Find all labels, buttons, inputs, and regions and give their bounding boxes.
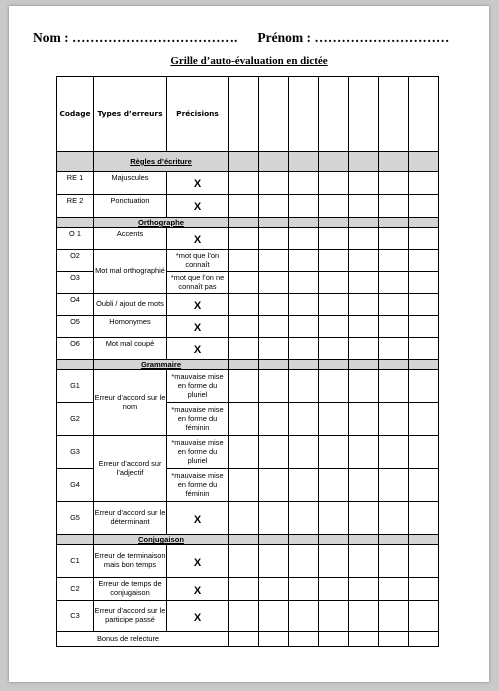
error-code: C3	[57, 601, 94, 632]
score-cell[interactable]	[259, 502, 289, 535]
precision-cell	[167, 195, 229, 218]
score-cell[interactable]	[229, 436, 259, 469]
error-code: O3	[57, 272, 94, 294]
score-cell[interactable]	[349, 294, 379, 316]
score-cell[interactable]	[379, 228, 409, 250]
blank-cell[interactable]	[379, 77, 409, 152]
score-cell[interactable]	[349, 403, 379, 436]
score-cell[interactable]	[349, 601, 379, 632]
score-cell[interactable]	[289, 436, 319, 469]
table-row	[57, 338, 439, 360]
bonus-label: Bonus de relecture	[57, 632, 229, 647]
table-row	[57, 578, 439, 601]
error-type: Majuscules	[94, 172, 167, 195]
prenom-dots: …………………………	[314, 30, 450, 45]
precision-cell	[167, 338, 229, 360]
error-type: Mot mal orthographié	[94, 250, 167, 294]
table-row	[57, 294, 439, 316]
precision-cell	[167, 228, 229, 250]
section-row	[57, 152, 439, 172]
score-cell[interactable]	[379, 316, 409, 338]
section-row	[57, 360, 439, 370]
section-title: Conjugaison	[94, 535, 229, 545]
section-title: Orthographe	[94, 218, 229, 228]
score-cell[interactable]	[259, 272, 289, 294]
error-code: O5	[57, 316, 94, 338]
score-cell[interactable]	[349, 436, 379, 469]
score-cell[interactable]	[349, 195, 379, 218]
score-cell[interactable]	[409, 338, 439, 360]
score-cell[interactable]	[409, 370, 439, 403]
score-cell[interactable]	[259, 601, 289, 632]
column-header-types: Types d’erreurs	[94, 77, 167, 152]
score-cell[interactable]	[379, 294, 409, 316]
score-cell[interactable]	[409, 294, 439, 316]
score-cell[interactable]	[409, 578, 439, 601]
score-cell[interactable]	[289, 338, 319, 360]
error-code: RE 2	[57, 195, 94, 218]
score-cell[interactable]	[259, 228, 289, 250]
score-cell[interactable]	[259, 250, 289, 272]
score-cell[interactable]	[289, 172, 319, 195]
score-cell[interactable]	[289, 632, 319, 647]
score-cell[interactable]	[319, 370, 349, 403]
score-cell[interactable]	[319, 502, 349, 535]
error-code: G1	[57, 370, 94, 403]
table-row	[57, 250, 439, 272]
x-mark: X	[193, 178, 202, 191]
score-cell[interactable]	[409, 545, 439, 578]
evaluation-grid	[56, 76, 439, 647]
score-cell[interactable]	[289, 502, 319, 535]
score-cell[interactable]	[289, 370, 319, 403]
error-code: G2	[57, 403, 94, 436]
score-cell[interactable]	[379, 195, 409, 218]
score-cell[interactable]	[319, 436, 349, 469]
score-cell[interactable]	[409, 250, 439, 272]
error-type: Erreur d’accord sur le déterminant	[94, 502, 167, 535]
score-cell[interactable]	[379, 502, 409, 535]
section-row	[57, 535, 439, 545]
precision-cell	[167, 294, 229, 316]
header-row	[57, 77, 439, 152]
score-cell[interactable]	[229, 601, 259, 632]
table-row	[57, 228, 439, 250]
blank-cell[interactable]	[229, 77, 259, 152]
score-cell[interactable]	[349, 338, 379, 360]
score-cell[interactable]	[289, 272, 319, 294]
score-cell[interactable]	[289, 294, 319, 316]
score-cell[interactable]	[319, 403, 349, 436]
score-cell[interactable]	[379, 370, 409, 403]
error-type: Mot mal coupé	[94, 338, 167, 360]
precision-cell: *mauvaise mise en forme du pluriel	[167, 436, 229, 469]
error-type: Erreur d’accord sur le participe passé	[94, 601, 167, 632]
score-cell[interactable]	[289, 316, 319, 338]
score-cell[interactable]	[349, 172, 379, 195]
x-mark: X	[193, 201, 202, 214]
score-cell[interactable]	[229, 632, 259, 647]
score-cell[interactable]	[259, 338, 289, 360]
score-cell[interactable]	[259, 632, 289, 647]
score-cell[interactable]	[229, 195, 259, 218]
score-cell[interactable]	[349, 632, 379, 647]
score-cell[interactable]	[349, 469, 379, 502]
score-cell[interactable]	[259, 545, 289, 578]
score-cell[interactable]	[229, 502, 259, 535]
score-cell[interactable]	[229, 294, 259, 316]
score-cell[interactable]	[349, 578, 379, 601]
table-row	[57, 195, 439, 218]
table-row	[57, 172, 439, 195]
precision-cell: *mot que l’on ne connaît pas	[167, 272, 229, 294]
x-mark: X	[193, 300, 202, 313]
score-cell[interactable]	[259, 370, 289, 403]
score-cell[interactable]	[229, 578, 259, 601]
score-cell[interactable]	[259, 436, 289, 469]
error-type: Erreur d’accord sur l’adjectif	[94, 436, 167, 502]
error-type: Homonymes	[94, 316, 167, 338]
error-type: Erreur de temps de conjugaison	[94, 578, 167, 601]
precision-cell	[167, 601, 229, 632]
score-cell[interactable]	[319, 632, 349, 647]
score-cell[interactable]	[409, 316, 439, 338]
score-cell[interactable]	[259, 172, 289, 195]
section-title: Grammaire	[94, 360, 229, 370]
score-cell[interactable]	[229, 545, 259, 578]
blank-cell[interactable]	[289, 77, 319, 152]
score-cell[interactable]	[349, 502, 379, 535]
score-cell[interactable]	[379, 632, 409, 647]
error-code: G4	[57, 469, 94, 502]
score-cell[interactable]	[319, 545, 349, 578]
precision-cell: *mot que l’on connaît	[167, 250, 229, 272]
error-code: C2	[57, 578, 94, 601]
score-cell[interactable]	[319, 469, 349, 502]
score-cell[interactable]	[319, 250, 349, 272]
bonus-row	[57, 632, 439, 647]
score-cell[interactable]	[409, 172, 439, 195]
score-cell[interactable]	[319, 172, 349, 195]
score-cell[interactable]	[259, 316, 289, 338]
score-cell[interactable]	[349, 545, 379, 578]
prenom-label: Prénom :	[257, 30, 315, 45]
score-cell[interactable]	[259, 469, 289, 502]
score-cell[interactable]	[289, 469, 319, 502]
score-cell[interactable]	[259, 294, 289, 316]
blank-cell[interactable]	[409, 77, 439, 152]
score-cell[interactable]	[319, 228, 349, 250]
error-type: Oubli / ajout de mots	[94, 294, 167, 316]
error-code: O6	[57, 338, 94, 360]
score-cell[interactable]	[229, 172, 259, 195]
column-header-precisions: Précisions	[167, 77, 229, 152]
score-cell[interactable]	[349, 228, 379, 250]
score-cell[interactable]	[289, 403, 319, 436]
x-mark: X	[193, 611, 202, 624]
precision-cell: *mauvaise mise en forme du féminin	[167, 403, 229, 436]
score-cell[interactable]	[379, 545, 409, 578]
score-cell[interactable]	[319, 601, 349, 632]
score-cell[interactable]	[259, 403, 289, 436]
table-row	[57, 436, 439, 469]
error-code: C1	[57, 545, 94, 578]
error-code: O4	[57, 294, 94, 316]
error-code: O2	[57, 250, 94, 272]
score-cell[interactable]	[289, 545, 319, 578]
table-row	[57, 370, 439, 403]
precision-cell	[167, 578, 229, 601]
blank-cell[interactable]	[319, 77, 349, 152]
blank-cell[interactable]	[259, 77, 289, 152]
error-code: RE 1	[57, 172, 94, 195]
score-cell[interactable]	[229, 272, 259, 294]
nom-dots: ……………………………….	[72, 30, 238, 45]
score-cell[interactable]	[379, 338, 409, 360]
score-cell[interactable]	[379, 250, 409, 272]
score-cell[interactable]	[379, 403, 409, 436]
section-row	[57, 218, 439, 228]
column-header-codage: Codage	[57, 77, 94, 152]
score-cell[interactable]	[409, 195, 439, 218]
score-cell[interactable]	[409, 632, 439, 647]
score-cell[interactable]	[349, 370, 379, 403]
error-code: G5	[57, 502, 94, 535]
score-cell[interactable]	[379, 578, 409, 601]
precision-cell	[167, 545, 229, 578]
precision-cell: *mauvaise mise en forme du pluriel	[167, 370, 229, 403]
score-cell[interactable]	[409, 601, 439, 632]
table-row	[57, 502, 439, 535]
score-cell[interactable]	[319, 578, 349, 601]
score-cell[interactable]	[289, 250, 319, 272]
score-cell[interactable]	[319, 272, 349, 294]
precision-cell	[167, 172, 229, 195]
score-cell[interactable]	[379, 436, 409, 469]
score-cell[interactable]	[229, 370, 259, 403]
score-cell[interactable]	[409, 469, 439, 502]
x-mark: X	[193, 234, 202, 247]
table-row	[57, 601, 439, 632]
score-cell[interactable]	[319, 195, 349, 218]
score-cell[interactable]	[289, 601, 319, 632]
score-cell[interactable]	[319, 338, 349, 360]
score-cell[interactable]	[259, 195, 289, 218]
precision-cell	[167, 316, 229, 338]
student-name-line	[33, 30, 449, 46]
nom-label: Nom :	[33, 30, 72, 45]
score-cell[interactable]	[289, 578, 319, 601]
score-cell[interactable]	[229, 338, 259, 360]
table-row	[57, 545, 439, 578]
score-cell[interactable]	[319, 316, 349, 338]
x-mark: X	[193, 556, 202, 569]
score-cell[interactable]	[349, 250, 379, 272]
blank-cell[interactable]	[349, 77, 379, 152]
score-cell[interactable]	[409, 436, 439, 469]
error-type: Ponctuation	[94, 195, 167, 218]
score-cell[interactable]	[409, 403, 439, 436]
score-cell[interactable]	[259, 578, 289, 601]
section-title: Règles d’écriture	[94, 152, 229, 172]
score-cell[interactable]	[229, 316, 259, 338]
score-cell[interactable]	[229, 228, 259, 250]
score-cell[interactable]	[379, 469, 409, 502]
precision-cell	[167, 502, 229, 535]
x-mark: X	[193, 584, 202, 597]
score-cell[interactable]	[349, 272, 379, 294]
score-cell[interactable]	[409, 502, 439, 535]
score-cell[interactable]	[349, 316, 379, 338]
score-cell[interactable]	[289, 195, 319, 218]
error-type: Erreur d’accord sur le nom	[94, 370, 167, 436]
x-mark: X	[193, 322, 202, 335]
score-cell[interactable]	[409, 228, 439, 250]
x-mark: X	[193, 344, 202, 357]
score-cell[interactable]	[229, 469, 259, 502]
page-title: Grille d’auto-évaluation en dictée	[170, 55, 328, 67]
score-cell[interactable]	[289, 228, 319, 250]
score-cell[interactable]	[319, 294, 349, 316]
score-cell[interactable]	[379, 601, 409, 632]
table-row	[57, 316, 439, 338]
score-cell[interactable]	[379, 172, 409, 195]
precision-cell: *mauvaise mise en forme du féminin	[167, 469, 229, 502]
score-cell[interactable]	[379, 272, 409, 294]
error-type: Accents	[94, 228, 167, 250]
x-mark: X	[193, 513, 202, 526]
worksheet-page	[9, 6, 489, 682]
score-cell[interactable]	[409, 272, 439, 294]
error-type: Erreur de terminaison mais bon temps	[94, 545, 167, 578]
error-code: G3	[57, 436, 94, 469]
score-cell[interactable]	[229, 403, 259, 436]
error-code: O 1	[57, 228, 94, 250]
score-cell[interactable]	[229, 250, 259, 272]
